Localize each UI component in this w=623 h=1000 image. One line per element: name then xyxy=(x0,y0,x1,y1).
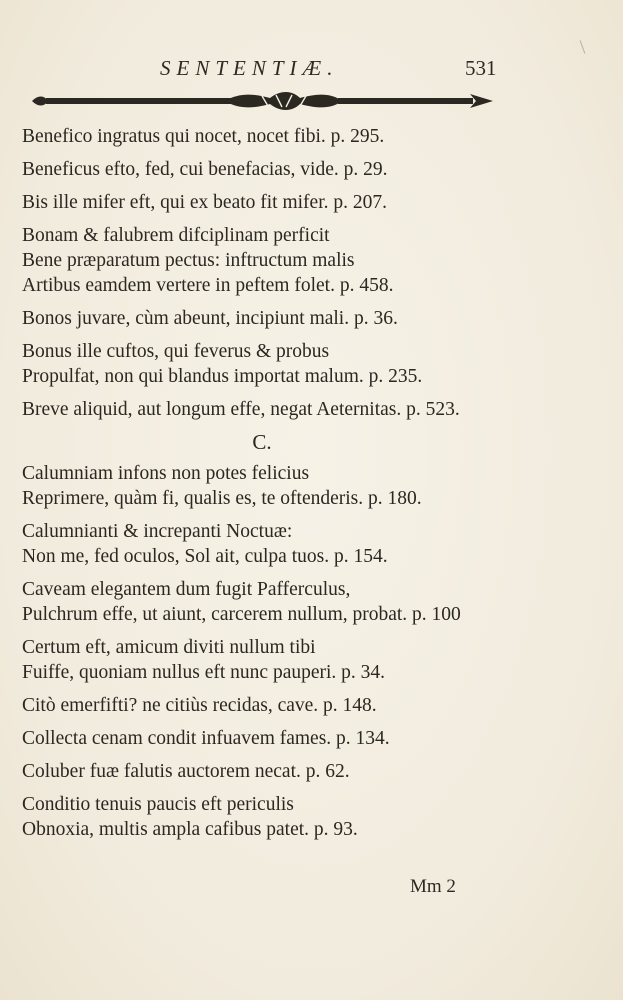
entry-line: Bene præparatum pectus: inftructum malis xyxy=(22,250,355,271)
entry-line: Reprimere, quàm fi, qualis es, te oftenderis. p. 180. xyxy=(22,488,422,509)
entry-caveam xyxy=(22,577,582,627)
entry-line: Obnoxia, multis ampla cafibus patet. p. 93. xyxy=(22,819,358,840)
ornament-left-bar xyxy=(46,98,231,104)
entry-line: Citò emerfifti? ne citiùs recidas, cave. p. 148. xyxy=(22,695,377,716)
entry-line: Calumniam infons non potes felicius xyxy=(22,463,310,484)
entry-line: Non me, fed oculos, Sol ait, culpa tuos. p. 154. xyxy=(22,546,388,567)
entry-line: Bis ille mifer eft, qui ex beato fit mifer. p. 207. xyxy=(22,192,387,213)
entry-benefico xyxy=(22,124,582,149)
ornament-left-tip xyxy=(32,97,48,106)
page-number: 531 xyxy=(465,56,497,80)
entry-beneficus xyxy=(22,157,582,182)
entry-calumniam xyxy=(22,461,582,511)
section-letter-heading: C. xyxy=(252,430,272,454)
ornament-center-flourish xyxy=(225,92,342,110)
running-head-title: SENTENTIÆ. xyxy=(160,56,339,80)
entry-certum xyxy=(22,635,582,685)
ornamental-rule xyxy=(30,90,495,112)
entry-bonos xyxy=(22,306,582,331)
entry-coluber xyxy=(22,759,582,784)
sententiae-list xyxy=(22,124,582,850)
entry-line: Collecta cenam condit infuavem fames. p. 134. xyxy=(22,728,390,749)
ornament-right-bar xyxy=(338,98,473,104)
entry-line: Caveam elegantem dum fugit Pafferculus, xyxy=(22,579,351,600)
entry-collecta xyxy=(22,726,582,751)
entry-line: Benefico ingratus qui nocet, nocet fibi. p. 295. xyxy=(22,126,385,147)
entry-line: Bonos juvare, cùm abeunt, incipiunt mali. p. 36. xyxy=(22,308,398,329)
entry-cito xyxy=(22,693,582,718)
page-edge-mark xyxy=(580,40,586,53)
entry-line: Conditio tenuis paucis eft periculis xyxy=(22,794,294,815)
entry-line: Beneficus efto, fed, cui benefacias, vide. p. 29. xyxy=(22,159,388,180)
entry-breve xyxy=(22,397,582,422)
entry-line: Fuiffe, quoniam nullus eft nunc pauperi. p. 34. xyxy=(22,662,386,683)
entry-conditio xyxy=(22,792,582,842)
signature-mark: Mm 2 xyxy=(410,876,456,897)
entry-line: Calumnianti & increpanti Noctuæ: xyxy=(22,521,293,542)
ornament-right-tip xyxy=(470,94,493,108)
entry-line: Propulfat, non qui blandus importat malum. p. 235. xyxy=(22,366,423,387)
entry-line: Artibus eamdem vertere in peftem folet. p. 458. xyxy=(22,275,394,296)
entry-line: Bonam & falubrem difciplinam perficit xyxy=(22,225,330,246)
entry-line: Coluber fuæ falutis auctorem necat. p. 62. xyxy=(22,761,350,782)
entry-bonus xyxy=(22,339,582,389)
entry-calumnianti xyxy=(22,519,582,569)
entry-line: Breve aliquid, aut longum effe, negat Aeternitas. p. 523. xyxy=(22,399,460,420)
entry-line: Pulchrum effe, ut aiunt, carcerem nullum, probat. p. 100 xyxy=(22,604,461,625)
entry-bonam xyxy=(22,223,582,298)
entry-line: Certum eft, amicum diviti nullum tibi xyxy=(22,637,316,658)
entry-line: Bonus ille cuftos, qui feverus & probus xyxy=(22,341,330,362)
running-head xyxy=(0,56,623,90)
entry-bis-ille xyxy=(22,190,582,215)
